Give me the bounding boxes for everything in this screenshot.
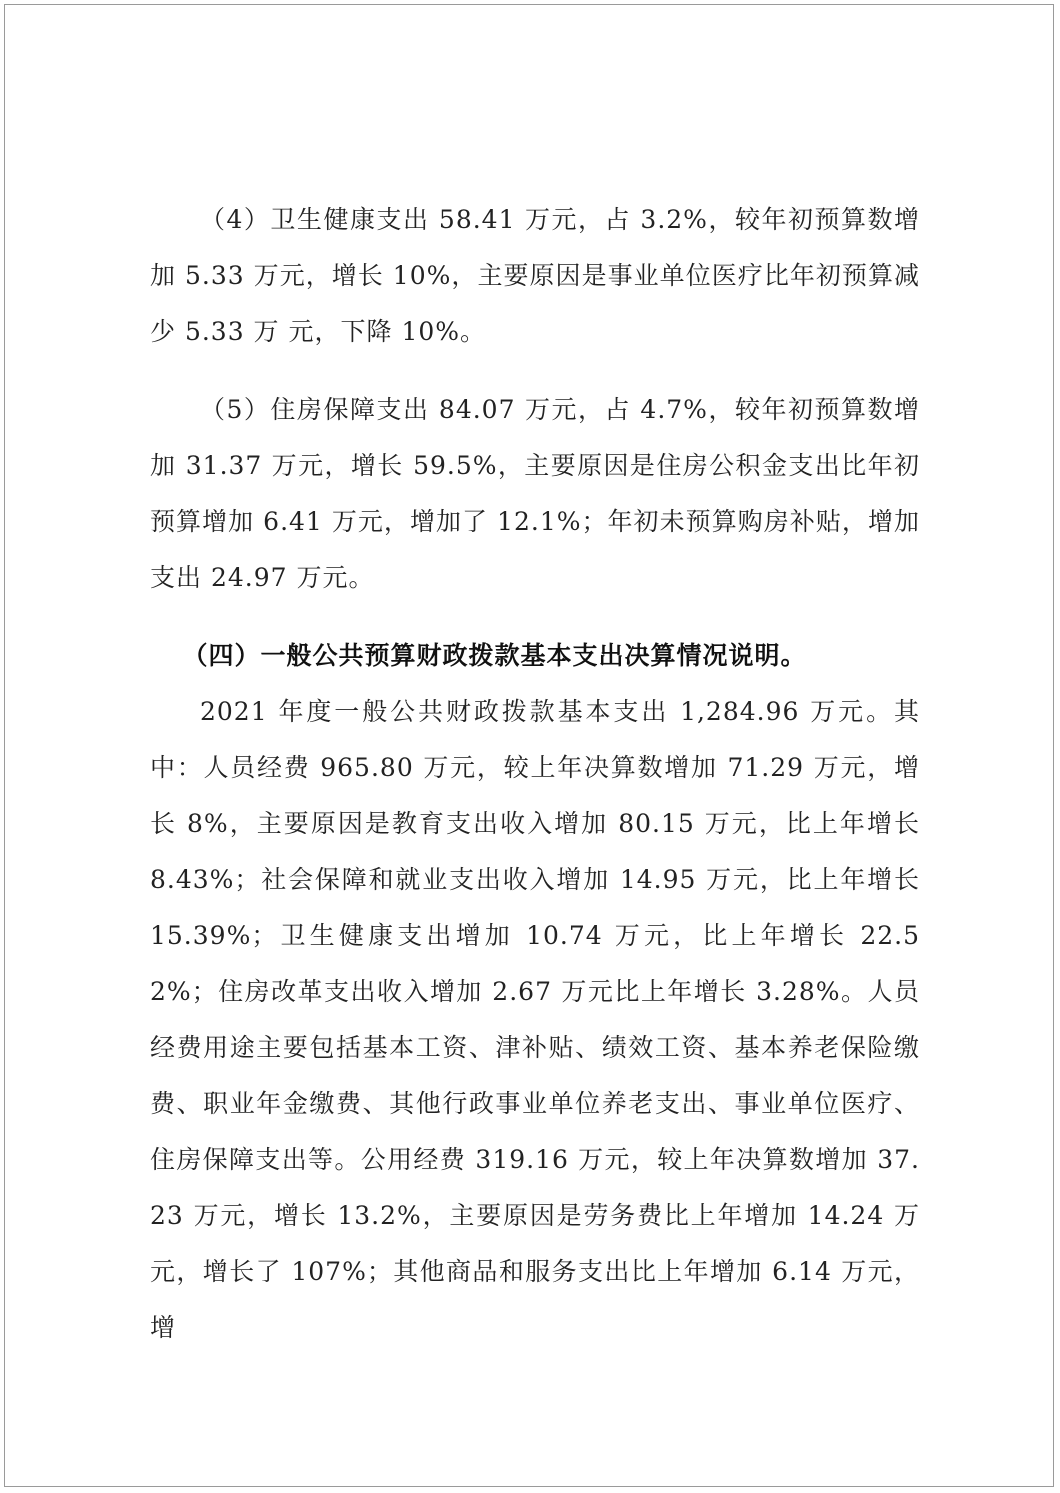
document-page: [4, 4, 1054, 1487]
paragraph-spacer: [150, 606, 920, 628]
paragraph-housing-expenditure: （5）住房保障支出 84.07 万元，占 4.7%，较年初预算数增加 31.37 万元，增长 59.5%，主要原因是住房公积金支出比年初预算增加 6.41 万元，增加了 12.1%；年初未预算购房补贴，增加支出 24.97 万元。: [150, 395, 920, 592]
paragraph-health-expenditure: （4）卫生健康支出 58.41 万元，占 3.2%，较年初预算数增加 5.33 万元，增长 10%，主要原因是事业单位医疗比年初预算减少 5.33 万 元，下降 10%。: [150, 205, 920, 346]
document-body: [150, 192, 920, 1356]
paragraph-spacer: [150, 360, 920, 382]
paragraph-basic-expenditure: 2021 年度一般公共财政拨款基本支出 1,284.96 万元。其中：人员经费 965.80 万元，较上年决算数增加 71.29 万元，增长 8%，主要原因是教育支出收入增加 80.15 万元，比上年增长 8.43%；社会保障和就业支出收入增加 14.95 万元，比上年增长 15.39%；卫生健康支出增加 10.74 万元，比上年增长 22.52%；住房改革支出收入增加 2.67 万元比上年增长 3.28%。人员经费用途主要包括基本工资、津补贴、绩效工资、基本养老保险缴费、职业年金缴费、其他行政事业单位养老支出、事业单位医疗、住房保障支出等。公用经费 319.16 万元，较上年决算数增加 37.23 万元，增长 13.2%，主要原因是劳务费比上年增加 14.24 万元，增长了 107%；其他商品和服务支出比上年增加 6.14 万元，增: [150, 697, 920, 1342]
section-heading-basic-expenditure: （四）一般公共预算财政拨款基本支出决算情况说明。: [182, 641, 807, 670]
